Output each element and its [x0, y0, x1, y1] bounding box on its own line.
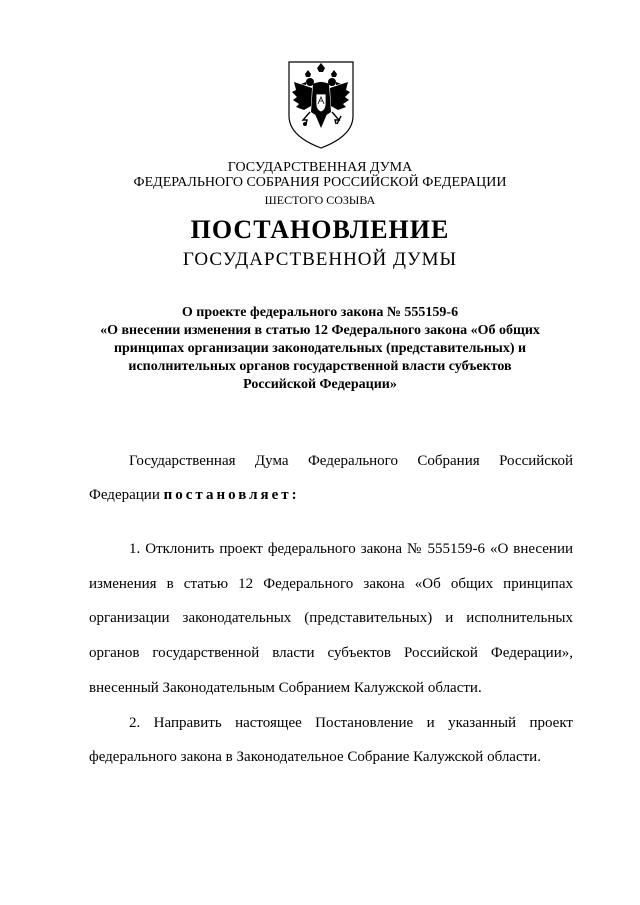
subject-line: О проекте федерального закона № 555159-6 [181, 305, 459, 320]
item-1-line: внесенный Законодательным Собранием Калужской области. [89, 680, 482, 696]
subject-line: исполнительных органов государственной власти субъектов [128, 359, 512, 374]
subject-line: Российской Федерации» [243, 377, 397, 392]
preamble-text: Федерации [89, 487, 160, 503]
document-issuer-title: ГОСУДАРСТВЕННОЙ ДУМЫ [182, 249, 458, 270]
item-1-line: 1. Отклонить проект федерального закона № 555159-6 «О внесении [129, 541, 573, 557]
item-2-line: федерального закона в Законодательное Собрание Калужской области. [89, 749, 541, 765]
item-1-line: изменения в статью 12 Федерального закона «Об общих принципах [89, 576, 573, 592]
preamble-line [89, 486, 573, 504]
org-name-line-1: ГОСУДАРСТВЕННАЯ ДУМА [227, 160, 413, 175]
item-1-line: организации законодательных (представительных) и исполнительных [89, 610, 573, 626]
subject-line: «О внесении изменения в статью 12 Федерального закона «Об общих [100, 323, 540, 338]
subject-line: принципах организации законодательных (представительных) и [113, 341, 527, 356]
item-1-line: органов государственной власти субъектов Российской Федерации», [89, 645, 573, 661]
item-2-line: 2. Направить настоящее Постановление и указанный проект [129, 715, 573, 731]
resolution-verb: постановляет: [163, 487, 300, 503]
document-type-title: ПОСТАНОВЛЕНИЕ [190, 215, 450, 244]
convocation: ШЕСТОГО СОЗЫВА [264, 193, 376, 207]
org-name-line-2: ФЕДЕРАЛЬНОГО СОБРАНИЯ РОССИЙСКОЙ ФЕДЕРАЦИИ [133, 175, 507, 190]
state-emblem-icon [286, 60, 356, 150]
preamble-line: Государственная Дума Федерального Собрания Российской [129, 453, 573, 469]
